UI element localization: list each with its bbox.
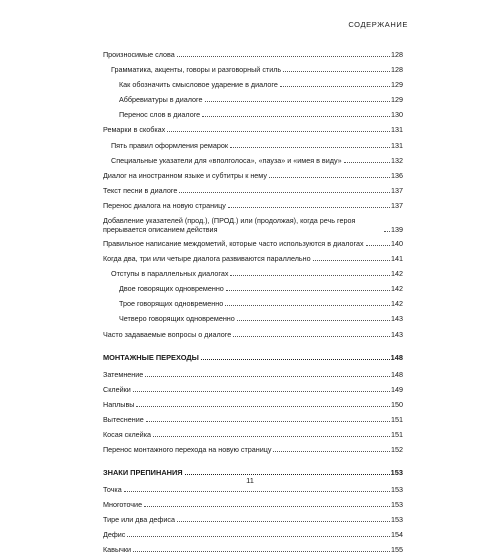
toc-entry <box>103 314 403 323</box>
dot-leader <box>145 376 390 377</box>
dot-leader <box>185 474 390 475</box>
toc-entry <box>103 110 403 119</box>
dot-leader <box>144 506 390 507</box>
toc-entry <box>103 530 403 539</box>
toc-entry-page: 131 <box>391 140 403 150</box>
toc-entry-page: 148 <box>390 352 403 362</box>
toc-entry <box>103 385 403 394</box>
toc-entry-title: Текст песни в диалоге <box>103 185 178 195</box>
toc-entry <box>103 330 403 339</box>
toc-entry <box>103 125 403 134</box>
page-number: 11 <box>246 476 254 485</box>
dot-leader <box>167 131 390 132</box>
toc-entry <box>103 430 403 439</box>
toc-entry <box>103 299 403 308</box>
toc-entry-title: Перенос монтажного перехода на новую страницу <box>103 444 272 454</box>
toc-entry-page: 130 <box>391 110 403 120</box>
dot-leader <box>201 359 390 360</box>
dot-leader <box>230 275 390 276</box>
toc-entry-page: 153 <box>391 500 403 510</box>
toc-entry-page: 149 <box>391 384 403 394</box>
toc-entry-page: 128 <box>391 65 403 75</box>
toc-entry-page: 128 <box>391 50 403 59</box>
toc-entry-title: Четверо говорящих одновременно <box>119 314 235 324</box>
toc-entry-page: 151 <box>391 414 403 424</box>
toc-entry <box>103 80 403 89</box>
toc-entry <box>103 65 403 74</box>
toc-entry-title: Наплывы <box>103 399 135 409</box>
toc-entry-title: Специальные указатели для «вполголоса», «пауза» и «имея в виду» <box>111 155 342 165</box>
toc-entry-page: 148 <box>391 369 403 379</box>
toc-entry-title: Диалог на иностранном языке и субтитры к нему <box>103 170 267 180</box>
dot-leader <box>179 192 390 193</box>
toc-entry <box>103 95 403 104</box>
dot-leader <box>225 305 390 306</box>
toc-entry-title: Аббревиатуры в диалоге <box>119 95 203 105</box>
toc-entry-title: ЗНАКИ ПРЕПИНАНИЯ <box>103 467 183 477</box>
toc-entry <box>103 415 403 424</box>
toc-entry-page: 143 <box>391 314 403 324</box>
dot-leader <box>226 290 390 291</box>
running-header: СОДЕРЖАНИЕ <box>348 20 408 29</box>
toc-entry-title: Перенос слов в диалоге <box>119 110 201 120</box>
toc-entry-page: 143 <box>391 329 403 339</box>
toc-entry-page: 136 <box>391 170 403 180</box>
toc-entry <box>103 254 403 263</box>
toc-entry <box>103 201 403 210</box>
toc-entry-title: Склейки <box>103 384 131 394</box>
dot-leader <box>230 147 390 148</box>
toc-entry-title: Отступы в параллельных диалогах <box>111 269 229 279</box>
dot-leader <box>228 207 390 208</box>
toc-entry-page: 137 <box>391 200 403 210</box>
toc-entry-page: 141 <box>391 254 403 264</box>
toc-entry-title: Произносимые слова <box>103 50 175 59</box>
dot-leader <box>344 162 390 163</box>
dot-leader <box>133 551 390 552</box>
toc-entry-page: 131 <box>391 125 403 135</box>
toc-entry-title: МОНТАЖНЫЕ ПЕРЕХОДЫ <box>103 352 199 362</box>
dot-leader <box>366 245 390 246</box>
toc-entry-title: Вытеснение <box>103 414 144 424</box>
dot-leader <box>269 177 390 178</box>
toc-entry-page: 129 <box>391 95 403 105</box>
toc-entry-page: 154 <box>391 530 403 540</box>
toc-section-entry <box>103 353 403 362</box>
dot-leader <box>202 116 390 117</box>
toc-entry-page: 142 <box>391 269 403 279</box>
dot-leader <box>133 391 390 392</box>
dot-leader <box>384 231 390 232</box>
dot-leader <box>136 406 390 407</box>
toc-entry-title: Затемнение <box>103 369 144 379</box>
toc-entry <box>103 545 403 554</box>
toc-entry <box>103 186 403 195</box>
toc-entry <box>103 445 403 454</box>
toc-entry <box>103 239 403 248</box>
toc-entry <box>103 141 403 150</box>
toc-entry-title: Кавычки <box>103 545 132 554</box>
dot-leader <box>237 320 390 321</box>
toc-entry-page: 132 <box>391 155 403 165</box>
toc-entry-page: 129 <box>391 80 403 90</box>
toc-entry-title: Тире или два дефиса <box>103 515 175 525</box>
toc-entry <box>103 269 403 278</box>
dot-leader <box>313 260 390 261</box>
toc-entry <box>103 400 403 409</box>
toc-entry-title: Точка <box>103 484 122 494</box>
dot-leader <box>273 451 390 452</box>
toc-entry-title: Дефис <box>103 530 126 540</box>
toc-entry-page: 140 <box>391 238 403 248</box>
toc-entry <box>103 50 403 59</box>
dot-leader <box>233 336 390 337</box>
toc-entry <box>103 171 403 180</box>
toc-entry-page: 137 <box>391 185 403 195</box>
dot-leader <box>283 71 390 72</box>
toc-entry <box>103 515 403 524</box>
toc-entry-page: 152 <box>391 444 403 454</box>
dot-leader <box>205 101 391 102</box>
toc-entry-page: 150 <box>391 399 403 409</box>
toc-entry-page: 151 <box>391 429 403 439</box>
toc-entry <box>103 216 403 234</box>
toc-entry-title: Многоточие <box>103 500 143 510</box>
dot-leader <box>177 56 390 57</box>
dot-leader <box>124 491 390 492</box>
toc-entry-title: Трое говорящих одновременно <box>119 299 224 309</box>
toc-entry-title: Правильное написание междометий, которые часто используются в диалогах <box>103 238 364 248</box>
toc-entry-page: 139 <box>391 224 403 234</box>
toc-entry-title: Часто задаваемые вопросы о диалоге <box>103 329 232 339</box>
dot-leader <box>177 521 390 522</box>
toc-entry-page: 153 <box>390 467 403 477</box>
toc-entry <box>103 284 403 293</box>
toc-entry <box>103 370 403 379</box>
toc-entry-title: Грамматика, акценты, говоры и разговорный стиль <box>111 65 282 75</box>
toc-entry-title: Как обозначить смысловое ударение в диалоге <box>119 80 278 90</box>
dot-leader <box>280 86 390 87</box>
toc-entry <box>103 156 403 165</box>
toc-entry-page: 153 <box>391 484 403 494</box>
toc-entry-title: Пять правил оформления ремарок <box>111 140 228 150</box>
toc-entry-title: Косая склейка <box>103 429 151 439</box>
dot-leader <box>146 421 390 422</box>
toc-entry-page: 142 <box>391 299 403 309</box>
toc-entry-title: Перенос диалога на новую страницу <box>103 200 226 210</box>
toc-entry-title: Когда два, три или четыре диалога развиваются параллельно <box>103 254 311 264</box>
toc-entry-page: 153 <box>391 515 403 525</box>
dot-leader <box>127 536 390 537</box>
toc-entry-page: 155 <box>391 545 403 554</box>
toc-entry-title: Добавление указателей (прод.), (ПРОД.) или (продолжая), когда речь героя прерывается описанием действия <box>103 215 356 234</box>
toc-entry-title: Двое говорящих одновременно <box>119 284 224 294</box>
toc-entry-page: 142 <box>391 284 403 294</box>
toc-entry <box>103 485 403 494</box>
toc-entry-title: Ремарки в скобках <box>103 125 166 135</box>
toc-entry <box>103 500 403 509</box>
dot-leader <box>153 436 390 437</box>
